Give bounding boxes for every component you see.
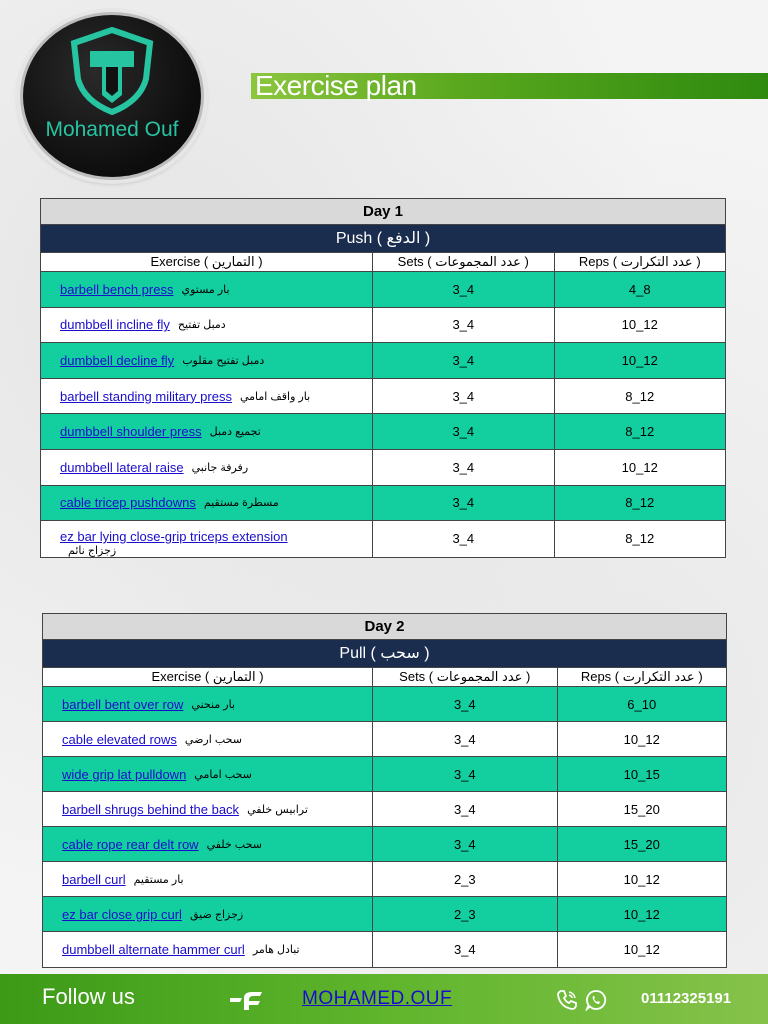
table-row [43, 757, 726, 792]
sets-cell: 3_4 [373, 932, 557, 967]
reps-cell: 6_10 [627, 696, 657, 712]
exercise-link[interactable]: cable elevated rows [62, 731, 177, 747]
day2-table [42, 613, 727, 968]
exercise-arabic: بار مستقيم [133, 873, 184, 886]
facebook-icon[interactable] [228, 990, 264, 1012]
exercise-link[interactable]: barbell bench press [60, 281, 174, 297]
exercise-cell [43, 897, 373, 931]
exercise-cell [41, 308, 373, 343]
exercise-arabic: دمبل تفتيح [177, 319, 226, 332]
reps-cell: 10_15 [623, 766, 660, 782]
exercise-link[interactable]: dumbbell lateral raise [60, 459, 184, 475]
exercise-arabic: بار واقف امامي [239, 390, 311, 403]
exercise-link[interactable]: ez bar lying close-grip triceps extension [60, 529, 288, 545]
sets-cell: 3_4 [373, 272, 554, 307]
reps-cell: 10_12 [621, 317, 658, 333]
reps-cell: 10_12 [621, 459, 658, 475]
follow-us-text: Follow us [42, 984, 135, 1009]
sets-cell: 2_3 [373, 897, 557, 931]
exercise-cell [41, 486, 373, 521]
exercise-arabic: رفرفة جانبي [191, 461, 249, 474]
day2-split: Pull ( سحب ) [43, 640, 726, 668]
exercise-link[interactable]: dumbbell alternate hammer curl [62, 942, 245, 957]
sets-cell: 3_4 [373, 379, 554, 414]
sets-cell: 3_4 [373, 414, 554, 449]
exercise-arabic: زجزاج ضيق [189, 908, 244, 921]
exercise-arabic: تجميع دمبل [209, 426, 261, 439]
sets-cell: 3_4 [373, 450, 554, 485]
reps-cell: 8_12 [625, 424, 655, 440]
page-title: Exercise plan [255, 70, 417, 101]
table-row [41, 343, 725, 379]
exercise-arabic: بار مستوي [181, 283, 230, 296]
exercise-cell [43, 932, 373, 967]
table-row [41, 272, 725, 308]
reps-cell: 8_12 [625, 531, 655, 547]
exercise-cell [43, 827, 373, 861]
reps-cell: 8_12 [625, 388, 655, 404]
title-bar [251, 70, 768, 101]
exercise-arabic: سحب امامي [194, 768, 252, 781]
exercise-cell [43, 722, 373, 756]
table-row [41, 308, 725, 344]
phone-icon[interactable] [556, 989, 578, 1011]
shield-helmet-icon [70, 27, 154, 115]
sets-cell: 3_4 [373, 308, 554, 343]
exercise-arabic: بار منحني [191, 698, 235, 711]
exercise-cell [41, 379, 373, 414]
exercise-cell [41, 521, 373, 557]
exercise-link[interactable]: barbell curl [62, 871, 126, 887]
exercise-cell [43, 687, 373, 721]
exercise-arabic: دمبل تفتيح مقلوب [182, 354, 265, 367]
table-row [43, 792, 726, 827]
exercise-link[interactable]: dumbbell decline fly [60, 352, 175, 368]
exercise-arabic: مسطرة مستقيم [203, 497, 279, 510]
day2-label: Day 2 [43, 614, 726, 640]
reps-header: Reps ( عدد التكرارت ) [580, 669, 703, 684]
day1-split: Push ( الدفع ) [41, 225, 725, 253]
reps-cell: 10_12 [621, 352, 658, 368]
sets-cell: 3_4 [373, 722, 557, 756]
phone-number: 01112325191 [641, 990, 732, 1007]
day2-header-row [43, 668, 726, 687]
exercise-header: Exercise ( التمارين ) [43, 668, 373, 686]
table-row [41, 521, 725, 557]
logo-text: Mohamed Ouf [45, 118, 179, 141]
reps-cell: 8_12 [625, 495, 655, 511]
exercise-cell [41, 414, 373, 449]
table-row [43, 897, 726, 932]
table-row [43, 722, 726, 757]
reps-cell: 10_12 [623, 731, 660, 747]
exercise-cell [41, 343, 373, 378]
sets-cell: 3_4 [373, 486, 554, 521]
table-row [43, 687, 726, 722]
exercise-link[interactable]: wide grip lat pulldown [62, 766, 187, 782]
day1-table [40, 198, 726, 558]
exercise-link[interactable]: barbell standing military press [60, 388, 232, 404]
sets-cell: 3_4 [373, 827, 557, 861]
sets-header: Sets ( عدد المجموعات ) [373, 253, 554, 271]
table-row [41, 486, 725, 522]
reps-header: Reps ( عدد التكرارت ) [578, 254, 701, 269]
exercise-link[interactable]: ez bar close grip curl [62, 906, 182, 922]
reps-cell: 15_20 [623, 801, 660, 817]
table-row [43, 862, 726, 897]
reps-cell: 15_20 [623, 836, 660, 852]
sets-header: Sets ( عدد المجموعات ) [373, 668, 557, 686]
exercise-link[interactable]: dumbbell incline fly [60, 317, 170, 333]
exercise-cell [41, 272, 373, 307]
exercise-link[interactable]: cable tricep pushdowns [60, 495, 196, 511]
day1-header-row [41, 253, 725, 272]
exercise-link[interactable]: cable rope rear delt row [62, 836, 199, 852]
exercise-link[interactable]: barbell shrugs behind the back [62, 801, 240, 817]
table-row [41, 414, 725, 450]
table-row [41, 450, 725, 486]
exercise-link[interactable]: dumbbell shoulder press [60, 424, 202, 440]
exercise-cell [43, 862, 373, 896]
reps-cell: 10_12 [623, 871, 660, 887]
table-row [41, 379, 725, 415]
social-handle-link[interactable]: MOHAMED.OUF [302, 988, 453, 1009]
exercise-header: Exercise ( التمارين ) [41, 253, 373, 271]
exercise-arabic: زجزاج نائم [68, 545, 117, 558]
exercise-cell [43, 792, 373, 826]
table-row [43, 827, 726, 862]
day1-label: Day 1 [41, 199, 725, 225]
reps-cell: 10_12 [623, 942, 660, 957]
exercise-cell [43, 757, 373, 791]
sets-cell: 3_4 [373, 757, 557, 791]
sets-cell: 3_4 [373, 792, 557, 826]
sets-cell: 3_4 [373, 687, 557, 721]
footer-bar [0, 974, 768, 1024]
reps-cell: 10_12 [623, 906, 660, 922]
sets-cell: 3_4 [373, 343, 554, 378]
exercise-arabic: سحب ارضي [184, 733, 242, 746]
exercise-arabic: سحب خلفي [206, 838, 262, 851]
exercise-arabic: ترابيس خلفي [247, 803, 308, 816]
exercise-cell [41, 450, 373, 485]
brand-logo [20, 12, 204, 180]
whatsapp-icon[interactable] [585, 989, 607, 1011]
reps-cell: 4_8 [628, 281, 651, 297]
sets-cell: 3_4 [373, 521, 554, 557]
exercise-arabic: تبادل هامر [252, 944, 300, 956]
table-row [43, 932, 726, 967]
exercise-link[interactable]: barbell bent over row [62, 696, 184, 712]
sets-cell: 2_3 [373, 862, 557, 896]
